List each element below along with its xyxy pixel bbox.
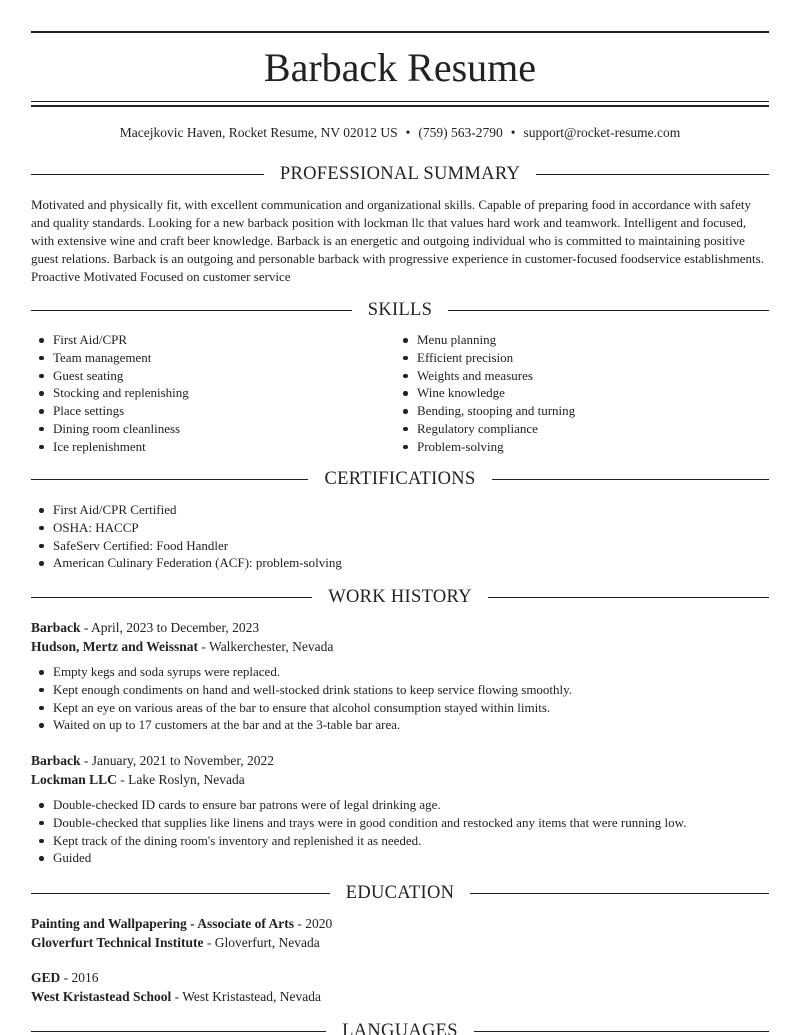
skill-item: Ice replenishment bbox=[31, 438, 391, 456]
section-heading-work-history bbox=[31, 585, 769, 609]
skill-item: Dining room cleanliness bbox=[31, 420, 391, 438]
skills-list-left bbox=[31, 331, 391, 456]
skills-heading: SKILLS bbox=[367, 300, 433, 320]
skill-item: Regulatory compliance bbox=[395, 420, 769, 438]
job-entry bbox=[31, 618, 769, 734]
education-degree-line bbox=[31, 914, 769, 933]
job-company-line bbox=[31, 637, 769, 656]
job-duty: Double-checked that supplies like linens and trays were in good condition and restocked any items that were running low. bbox=[31, 814, 769, 832]
job-location: - Lake Roslyn, Nevada bbox=[116, 772, 245, 787]
section-heading-skills bbox=[31, 298, 769, 322]
job-location: - Walkerchester, Nevada bbox=[198, 639, 334, 654]
job-duty: Kept track of the dining room's inventory and replenished it as needed. bbox=[31, 832, 769, 850]
job-company: Hudson, Mertz and Weissnat bbox=[31, 639, 199, 654]
job-company-line bbox=[31, 770, 769, 789]
heading-line bbox=[31, 597, 312, 598]
summary-text: Motivated and physically fit, with excellent communication and organizational skills. Capable of preparing food in accordance with safety and quality standards. Looking for a new barback position with lockman llc that values hard work and teamwork. Intelligent and focused, with extensive wine and craft beer knowledge. Barback is an energetic and outgoing individual who is committed to maintaining positive guest relations. Barback is an outgoing and personable barback with progressive experience in customer-focused foodservice establishments. Proactive Motivated Focused on customer service bbox=[31, 197, 764, 284]
certifications-heading: CERTIFICATIONS bbox=[324, 469, 476, 489]
job-duty: Kept an eye on various areas of the bar to ensure that alcohol consumption stayed within limits. bbox=[31, 699, 769, 717]
education-location: - West Kristastead, Nevada bbox=[171, 989, 321, 1004]
education-degree-line bbox=[31, 968, 769, 987]
heading-line bbox=[31, 310, 352, 311]
job-dates: - April, 2023 to December, 2023 bbox=[80, 620, 260, 635]
title-rule-upper bbox=[31, 101, 769, 102]
job-title: Barback bbox=[31, 753, 81, 768]
job-company: Lockman LLC bbox=[31, 772, 117, 787]
skill-item: Wine knowledge bbox=[395, 384, 769, 402]
heading-line bbox=[536, 174, 769, 175]
heading-line bbox=[448, 310, 769, 311]
heading-line bbox=[31, 1031, 326, 1032]
certification-item: OSHA: HACCP bbox=[31, 519, 769, 537]
education-school-line bbox=[31, 933, 769, 952]
job-entry bbox=[31, 751, 769, 867]
education-degree: Painting and Wallpapering - Associate of Arts bbox=[31, 916, 295, 931]
heading-line bbox=[474, 1031, 769, 1032]
job-title: Barback bbox=[31, 620, 81, 635]
contact-line bbox=[31, 124, 769, 142]
job-dates: - January, 2021 to November, 2022 bbox=[80, 753, 275, 768]
education-location: - Gloverfurt, Nevada bbox=[203, 935, 320, 950]
job-title-line bbox=[31, 618, 769, 637]
languages-heading: LANGUAGES bbox=[342, 1021, 458, 1035]
job-duty: Waited on up to 17 customers at the bar and at the 3-table bar area. bbox=[31, 716, 769, 734]
job-title-line bbox=[31, 751, 769, 770]
heading-line bbox=[31, 479, 308, 480]
job-duty: Double-checked ID cards to ensure bar patrons were of legal drinking age. bbox=[31, 796, 769, 814]
education-degree: GED bbox=[31, 970, 61, 985]
job-duty: Guided bbox=[31, 849, 769, 867]
education-entry bbox=[31, 968, 769, 1006]
heading-line bbox=[492, 479, 769, 480]
job-duty: Empty kegs and soda syrups were replaced. bbox=[31, 663, 769, 681]
section-heading-education bbox=[31, 881, 769, 905]
heading-line bbox=[31, 893, 330, 894]
skill-item: First Aid/CPR bbox=[31, 331, 391, 349]
contact-email: support@rocket-resume.com bbox=[523, 125, 681, 140]
skill-item: Stocking and replenishing bbox=[31, 384, 391, 402]
education-school: Gloverfurt Technical Institute bbox=[31, 935, 204, 950]
education-school-line bbox=[31, 987, 769, 1006]
skill-item: Bending, stooping and turning bbox=[395, 402, 769, 420]
section-heading-certifications bbox=[31, 467, 769, 491]
contact-phone: (759) 563-2790 bbox=[418, 125, 503, 140]
education-year: - 2016 bbox=[60, 970, 99, 985]
heading-line bbox=[488, 597, 769, 598]
contact-separator: • bbox=[405, 125, 411, 140]
skill-item: Efficient precision bbox=[395, 349, 769, 367]
summary-heading: PROFESSIONAL SUMMARY bbox=[279, 164, 521, 184]
skill-item: Weights and measures bbox=[395, 367, 769, 385]
skill-item: Guest seating bbox=[31, 367, 391, 385]
skill-item: Problem-solving bbox=[395, 438, 769, 456]
work-history-heading: WORK HISTORY bbox=[328, 587, 472, 607]
contact-address: Macejkovic Haven, Rocket Resume, NV 02012 US bbox=[119, 125, 398, 140]
resume-title: Barback Resume bbox=[263, 45, 537, 90]
title-rule-lower bbox=[31, 105, 769, 107]
skill-item: Menu planning bbox=[395, 331, 769, 349]
certification-item: First Aid/CPR Certified bbox=[31, 501, 769, 519]
section-heading-summary bbox=[31, 162, 769, 186]
heading-line bbox=[31, 174, 264, 175]
certification-item: SafeServ Certified: Food Handler bbox=[31, 537, 769, 555]
job-duties-list bbox=[31, 796, 769, 867]
skills-list-right bbox=[395, 331, 769, 456]
skill-item: Team management bbox=[31, 349, 391, 367]
education-year: - 2020 bbox=[294, 916, 333, 931]
contact-separator: • bbox=[510, 125, 516, 140]
job-duties-list bbox=[31, 663, 769, 734]
skill-item: Place settings bbox=[31, 402, 391, 420]
top-rule bbox=[31, 31, 769, 33]
education-school: West Kristastead School bbox=[31, 989, 172, 1004]
education-heading: EDUCATION bbox=[345, 883, 455, 903]
education-entry bbox=[31, 914, 769, 952]
certification-item: American Culinary Federation (ACF): problem-solving bbox=[31, 554, 769, 572]
heading-line bbox=[470, 893, 769, 894]
certifications-list bbox=[31, 501, 769, 572]
section-heading-languages bbox=[31, 1019, 769, 1035]
job-duty: Kept enough condiments on hand and well-stocked drink stations to keep service flowing smoothly. bbox=[31, 681, 769, 699]
